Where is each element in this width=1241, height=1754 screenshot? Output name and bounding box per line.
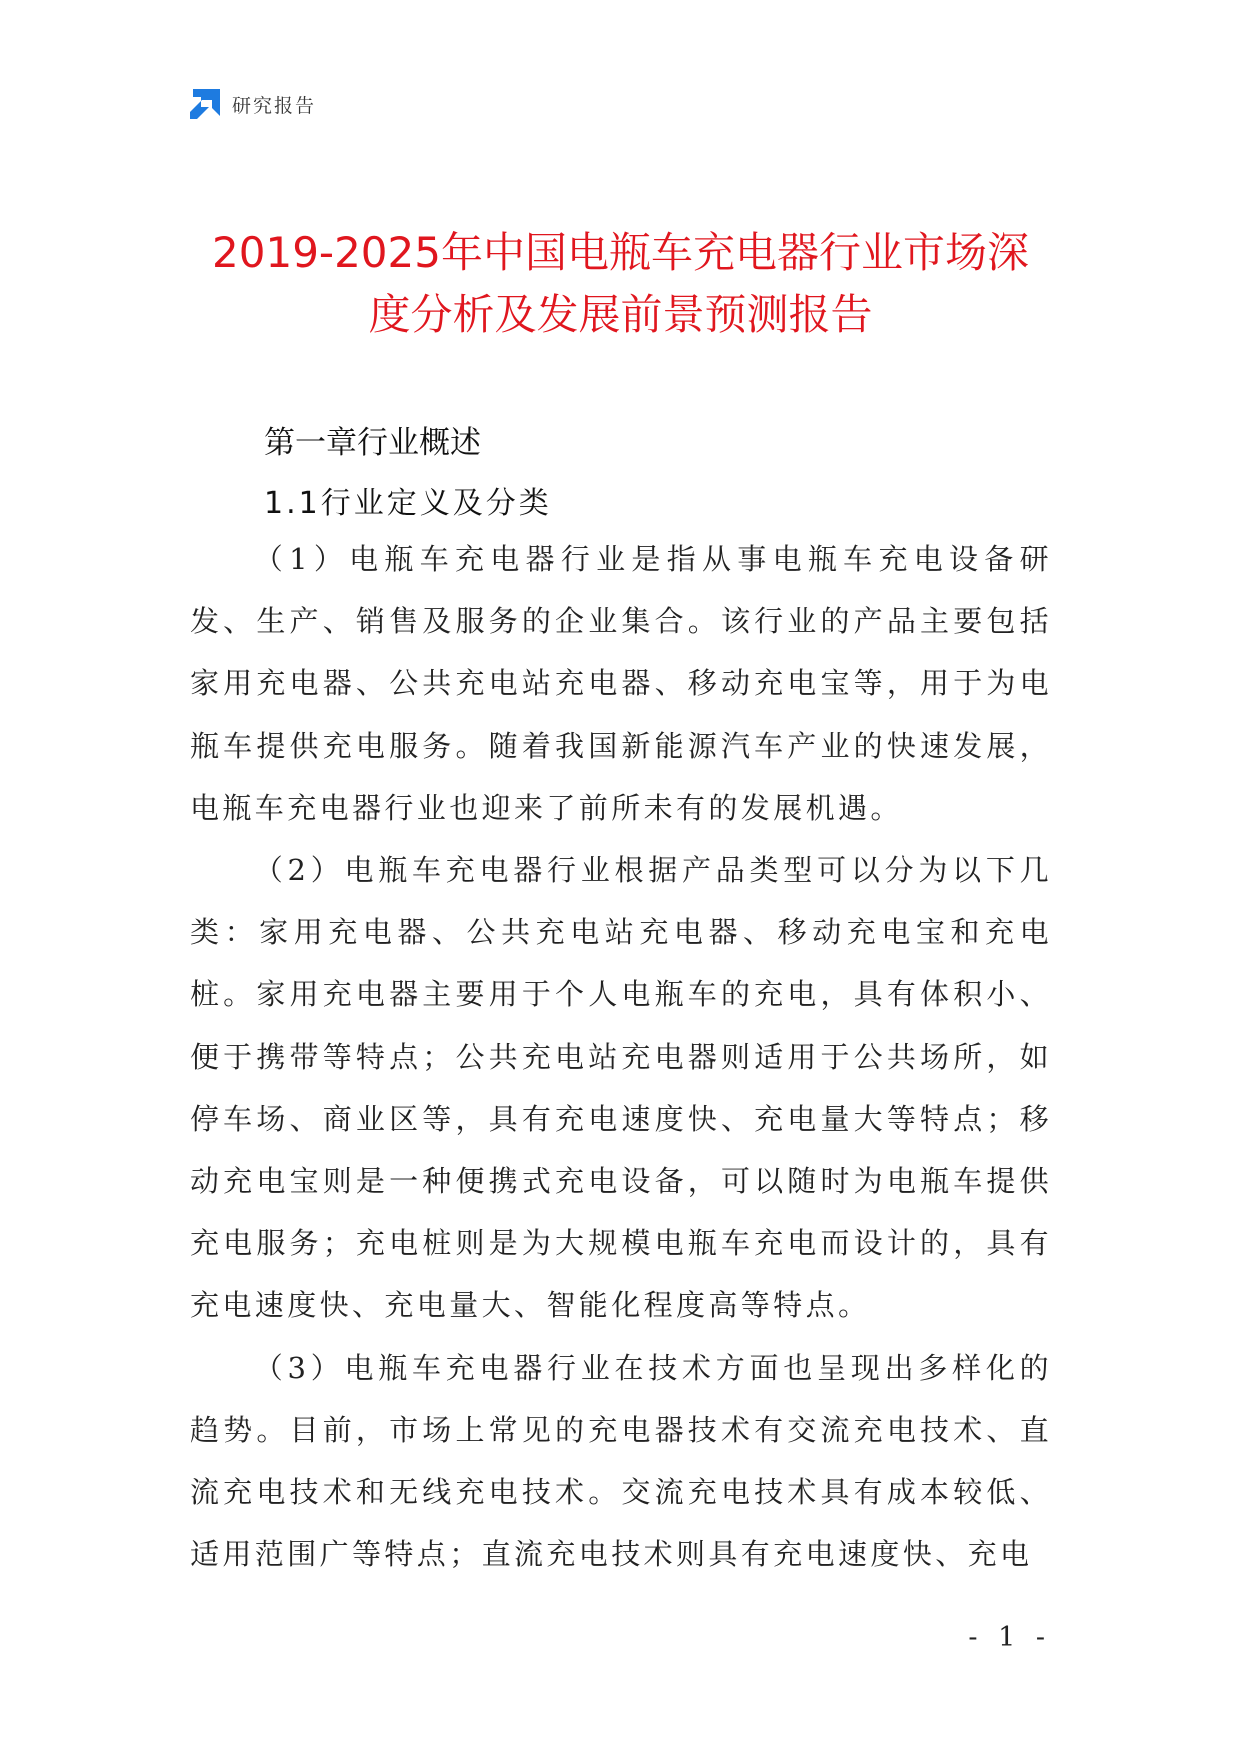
paragraph-1: （1）电瓶车充电器行业是指从事电瓶车充电设备研发、生产、销售及服务的企业集合。该行业的产品主要包括家用充电器、公共充电站充电器、移动充电宝等，用于为电瓶车提供充电服务。随着我国新能源汽车产业的快速发展，电瓶车充电器行业也迎来了前所未有的发展机遇。 — [190, 542, 1052, 825]
document-title-line-1: 2019-2025年中国电瓶车充电器行业市场深 — [212, 228, 1029, 277]
page-number: - 1 - — [968, 1622, 1051, 1653]
section-heading: 1.1行业定义及分类 — [264, 486, 552, 521]
report-header — [190, 86, 316, 122]
paragraph-2: （2）电瓶车充电器行业根据产品类型可以分为以下几类：家用充电器、公共充电站充电器、移动充电宝和充电桩。家用充电器主要用于个人电瓶车的充电，具有体积小、便于携带等特点；公共充电站充电器则适用于公共场所，如停车场、商业区等，具有充电速度快、充电量大等特点；移动充电宝则是一种便携式充电设备，可以随时为电瓶车提供充电服务；充电桩则是为大规模电瓶车充电而设计的，具有充电速度快、充电量大、智能化程度高等特点。 — [190, 853, 1052, 1323]
paragraph-3: （3）电瓶车充电器行业在技术方面也呈现出多样化的趋势。目前，市场上常见的充电器技术有交流充电技术、直流充电技术和无线充电技术。交流充电技术具有成本较低、适用范围广等特点；直流充电技术则具有充电速度快、充电 — [190, 1350, 1052, 1572]
document-title — [150, 222, 1091, 346]
header-label: 研究报告 — [232, 94, 317, 117]
body-text — [190, 528, 1052, 1585]
arrow-up-right-icon — [190, 89, 220, 119]
document-title-line-2: 度分析及发展前景预测报告 — [368, 290, 873, 339]
chapter-heading: 第一章行业概述 — [264, 425, 481, 461]
